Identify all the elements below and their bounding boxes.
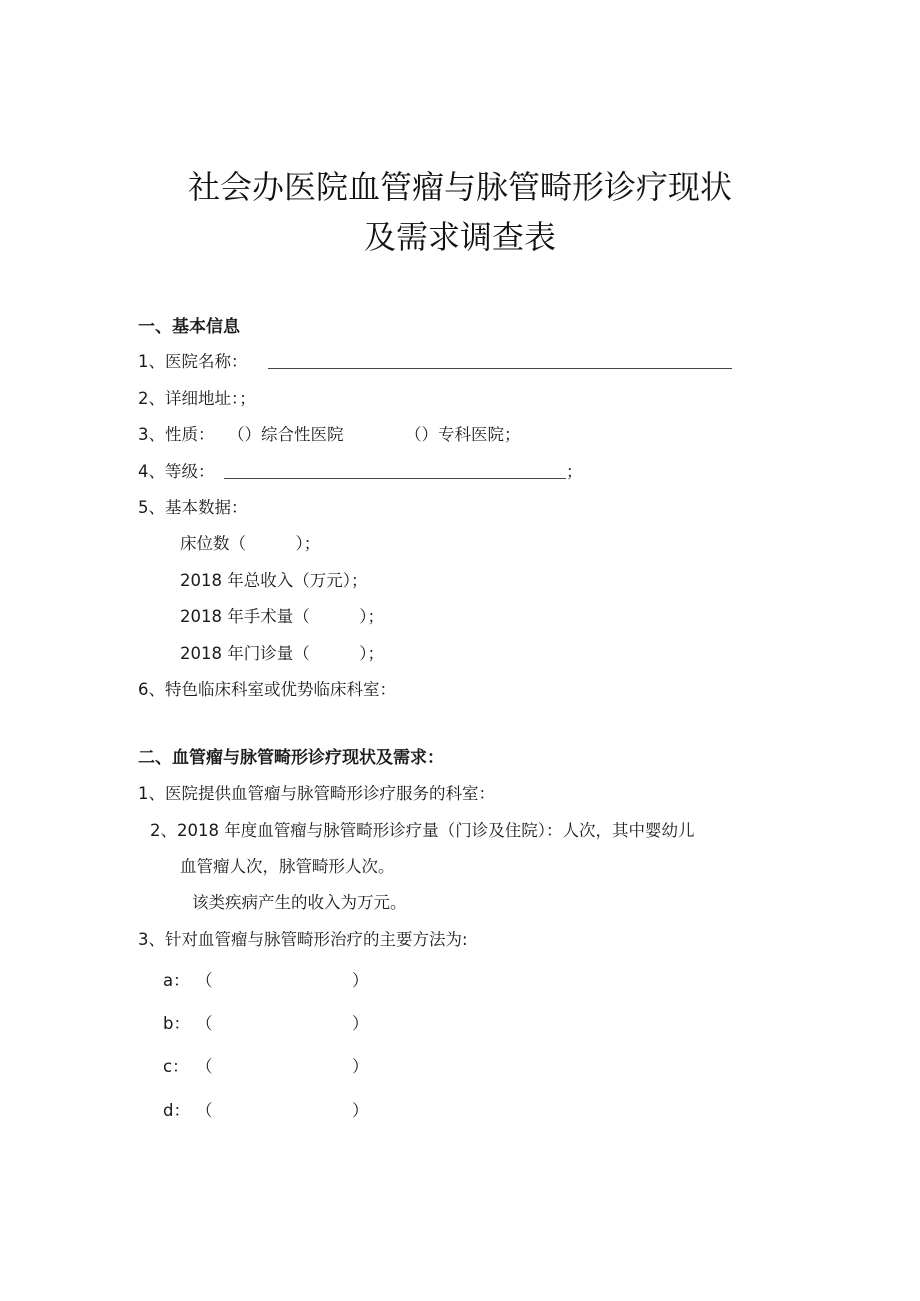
- treatment-methods-label: 3、针对血管瘤与脉管畸形治疗的主要方法为:: [138, 930, 468, 949]
- method-c-open: （: [196, 1057, 213, 1076]
- method-d-open: （: [196, 1101, 213, 1120]
- section-basic-info-heading: 一、基本信息: [138, 317, 240, 337]
- method-d-close: ）: [352, 1101, 369, 1120]
- basic-data-label: 5、基本数据：: [138, 498, 248, 517]
- beds-field: 床位数（ ）；: [180, 534, 321, 553]
- service-department-label: 1、医院提供血管瘤与脉管畸形诊疗服务的科室：: [138, 784, 495, 803]
- grade-field[interactable]: [224, 478, 566, 479]
- treatment-volume-line1: 2、2018 年度血管瘤与脉管畸形诊疗量（门诊及住院）：人次，其中婴幼儿: [150, 821, 695, 840]
- hospital-name-field[interactable]: [268, 368, 732, 369]
- section-status-heading: 二、血管瘤与脉管畸形诊疗现状及需求：: [138, 748, 444, 768]
- method-a-close: ）: [352, 971, 369, 990]
- method-d-label: d：: [163, 1101, 190, 1120]
- treatment-volume-line2: 血管瘤人次，脉管畸形人次。: [180, 857, 395, 876]
- revenue-line: 该类疾病产生的收入为万元。: [192, 893, 407, 912]
- grade-end: ；: [566, 462, 583, 481]
- nature-label: 3、性质：: [138, 425, 215, 444]
- method-b-open: （: [196, 1014, 213, 1033]
- nature-option-general[interactable]: （）综合性医院: [228, 425, 344, 444]
- income-field: 2018 年总收入（万元）；: [180, 571, 368, 590]
- address-label: 2、详细地址：；: [138, 389, 256, 408]
- method-a-open: （: [196, 971, 213, 990]
- page-title-line2: 及需求调查表: [363, 218, 556, 256]
- nature-option-specialty[interactable]: （）专科医院；: [405, 425, 521, 444]
- method-b-close: ）: [352, 1014, 369, 1033]
- method-c-label: c：: [163, 1057, 189, 1076]
- hospital-name-label: 1、医院名称：: [138, 352, 248, 371]
- page-title-line1: 社会办医院血管瘤与脉管畸形诊疗现状: [187, 168, 732, 206]
- outpatient-volume-field: 2018 年门诊量（ ）；: [180, 644, 384, 663]
- featured-department-label: 6、特色临床科室或优势临床科室：: [138, 680, 396, 699]
- surgery-volume-field: 2018 年手术量（ ）；: [180, 607, 384, 626]
- method-a-label: a：: [163, 971, 190, 990]
- method-b-label: b：: [163, 1014, 190, 1033]
- grade-label: 4、等级：: [138, 462, 215, 481]
- method-c-close: ）: [352, 1057, 369, 1076]
